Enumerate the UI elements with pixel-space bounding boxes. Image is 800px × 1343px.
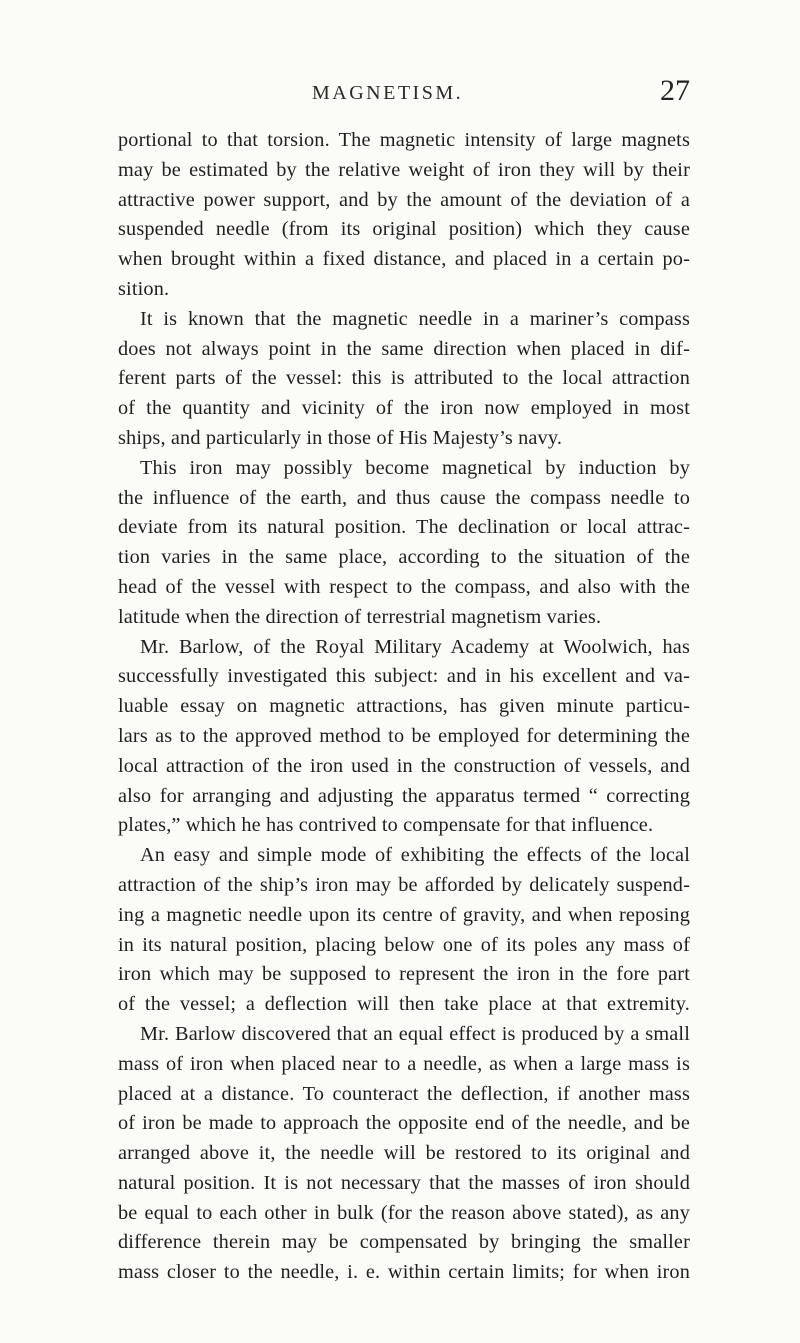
page-number: 27 [660, 74, 690, 107]
text-line: of the vessel; a deflection will then take place at that extremity. [118, 993, 690, 1016]
text-line: lars as to the approved method to be employed for determining the [118, 724, 690, 747]
text-line: may be estimated by the relative weight of iron they will by their [118, 158, 690, 181]
text-line: mass of iron when placed near to a needle, as when a large mass is [118, 1052, 690, 1075]
text-line: iron which may be supposed to represent the iron in the fore part [118, 963, 690, 986]
text-line: tion varies in the same place, according to the situation of the [118, 546, 690, 569]
page-header [118, 74, 690, 114]
text-line: placed at a distance. To counteract the deflection, if another mass [118, 1082, 690, 1105]
text-line: be equal to each other in bulk (for the reason above stated), as any [118, 1201, 690, 1224]
text-line: of iron be made to approach the opposite end of the needle, and be [118, 1112, 690, 1135]
text-line: This iron may possibly become magnetical by induction by [140, 456, 690, 479]
text-line: head of the vessel with respect to the compass, and also with the [118, 575, 690, 598]
text-line: successfully investigated this subject: and in his excellent and va- [118, 665, 690, 688]
text-line: Mr. Barlow, of the Royal Military Academy at Woolwich, has [140, 635, 690, 658]
text-line: the influence of the earth, and thus cause the compass needle to [118, 486, 690, 509]
text-line: attraction of the ship’s iron may be afforded by delicately suspend- [118, 873, 690, 896]
running-title: MAGNETISM. [312, 82, 464, 104]
text-line: local attraction of the iron used in the construction of vessels, and [118, 754, 690, 777]
text-line: An easy and simple mode of exhibiting the effects of the local [140, 844, 690, 867]
text-line: ing a magnetic needle upon its centre of gravity, and when reposing [118, 903, 690, 926]
text-line: suspended needle (from its original position) which they cause [118, 218, 690, 241]
text-line: ferent parts of the vessel: this is attributed to the local attraction [118, 367, 690, 390]
text-line: when brought within a fixed distance, and placed in a certain po- [118, 248, 690, 271]
text-line: does not always point in the same direction when placed in dif- [118, 337, 690, 360]
text-line: mass closer to the needle, i. e. within certain limits; for when iron [118, 1261, 690, 1284]
text-line: ships, and particularly in those of His Majesty’s navy. [118, 426, 563, 449]
text-line: attractive power support, and by the amount of the deviation of a [118, 188, 690, 211]
body-text [118, 126, 690, 1288]
text-line: arranged above it, the needle will be restored to its original and [118, 1142, 690, 1165]
text-line: sition. [118, 277, 170, 300]
text-line: deviate from its natural position. The declination or local attrac- [118, 516, 690, 539]
text-line: difference therein may be compensated by bringing the smaller [118, 1231, 690, 1254]
text-line: in its natural position, placing below one of its poles any mass of [118, 933, 690, 956]
text-line: luable essay on magnetic attractions, has given minute particu- [118, 695, 690, 718]
text-line: portional to that torsion. The magnetic intensity of large magnets [118, 129, 690, 151]
text-line: of the quantity and vicinity of the iron now employed in most [118, 397, 690, 420]
text-line: also for arranging and adjusting the apparatus termed “ correcting [118, 784, 690, 807]
text-line: It is known that the magnetic needle in a mariner’s compass [140, 307, 690, 330]
text-line: Mr. Barlow discovered that an equal effect is produced by a small [140, 1022, 690, 1045]
text-line: natural position. It is not necessary that the masses of iron should [118, 1171, 690, 1194]
text-line: latitude when the direction of terrestrial magnetism varies. [118, 605, 602, 628]
text-line: plates,” which he has contrived to compensate for that influence. [118, 814, 654, 837]
